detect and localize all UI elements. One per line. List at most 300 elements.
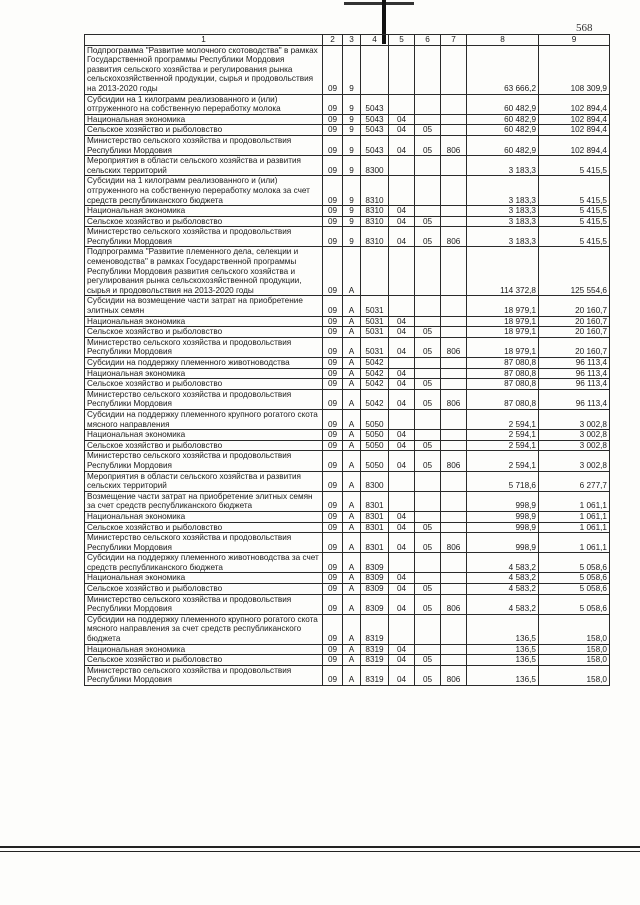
section-code-cell: 09: [323, 358, 343, 369]
target-article-cell: 8309: [361, 553, 389, 573]
subsection-code-cell: 9: [343, 114, 361, 125]
table-row: [85, 430, 610, 441]
column-header: 9: [539, 35, 610, 46]
amount-2014-cell: 18 979,1: [467, 327, 539, 338]
expense-type-cell: [441, 247, 467, 296]
amount-2014-cell: 60 482,9: [467, 125, 539, 136]
division-cell: [389, 176, 415, 206]
subdivision-cell: [415, 316, 441, 327]
amount-2015-cell: 125 554,6: [539, 247, 610, 296]
section-code-cell: 09: [323, 156, 343, 176]
amount-2014-cell: 136,5: [467, 655, 539, 666]
name-cell: Национальная экономика: [85, 114, 323, 125]
expense-type-cell: [441, 614, 467, 644]
section-code-cell: 09: [323, 389, 343, 409]
section-code-cell: 09: [323, 491, 343, 511]
amount-2015-cell: 20 160,7: [539, 327, 610, 338]
amount-2015-cell: 108 309,9: [539, 45, 610, 94]
expense-type-cell: 806: [441, 665, 467, 685]
section-code-cell: 09: [323, 216, 343, 227]
amount-2015-cell: 158,0: [539, 665, 610, 685]
column-header: 2: [323, 35, 343, 46]
table-row: [85, 584, 610, 595]
expense-type-cell: [441, 409, 467, 429]
name-cell: Министерство сельского хозяйства и продовольствия Республики Мордовия: [85, 533, 323, 553]
amount-2015-cell: 1 061,1: [539, 522, 610, 533]
section-code-cell: 09: [323, 584, 343, 595]
subsection-code-cell: 9: [343, 45, 361, 94]
column-header: 5: [389, 35, 415, 46]
amount-2014-cell: 4 583,2: [467, 573, 539, 584]
subdivision-cell: [415, 358, 441, 369]
section-code-cell: 09: [323, 296, 343, 316]
subdivision-cell: [415, 511, 441, 522]
subsection-code-cell: А: [343, 247, 361, 296]
expense-type-cell: [441, 296, 467, 316]
table-row: [85, 511, 610, 522]
column-header: 8: [467, 35, 539, 46]
subsection-code-cell: А: [343, 471, 361, 491]
target-article-cell: 8300: [361, 471, 389, 491]
target-article-cell: 5042: [361, 379, 389, 390]
table-row: [85, 337, 610, 357]
subdivision-cell: 05: [415, 379, 441, 390]
target-article-cell: 8319: [361, 655, 389, 666]
subdivision-cell: [415, 409, 441, 429]
subsection-code-cell: А: [343, 316, 361, 327]
amount-2014-cell: 2 594,1: [467, 430, 539, 441]
expense-type-cell: [441, 114, 467, 125]
division-cell: [389, 94, 415, 114]
amount-2014-cell: 87 080,8: [467, 368, 539, 379]
subdivision-cell: [415, 176, 441, 206]
section-code-cell: 09: [323, 430, 343, 441]
amount-2015-cell: 5 415,5: [539, 216, 610, 227]
amount-2014-cell: 5 718,6: [467, 471, 539, 491]
division-cell: 04: [389, 451, 415, 471]
division-cell: [389, 45, 415, 94]
subdivision-cell: 05: [415, 533, 441, 553]
subdivision-cell: [415, 491, 441, 511]
section-code-cell: 09: [323, 135, 343, 155]
name-cell: Национальная экономика: [85, 206, 323, 217]
table-row: [85, 451, 610, 471]
amount-2014-cell: 18 979,1: [467, 337, 539, 357]
division-cell: 04: [389, 522, 415, 533]
subsection-code-cell: А: [343, 389, 361, 409]
amount-2015-cell: 5 058,6: [539, 584, 610, 595]
amount-2015-cell: 20 160,7: [539, 316, 610, 327]
subdivision-cell: 05: [415, 655, 441, 666]
amount-2015-cell: 5 058,6: [539, 594, 610, 614]
subsection-code-cell: А: [343, 614, 361, 644]
name-cell: Министерство сельского хозяйства и продовольствия Республики Мордовия: [85, 389, 323, 409]
subdivision-cell: [415, 430, 441, 441]
table-row: [85, 379, 610, 390]
table-row: [85, 594, 610, 614]
subdivision-cell: 05: [415, 327, 441, 338]
name-cell: Министерство сельского хозяйства и продовольствия Республики Мордовия: [85, 337, 323, 357]
table-row: [85, 522, 610, 533]
amount-2015-cell: 1 061,1: [539, 491, 610, 511]
subsection-code-cell: А: [343, 655, 361, 666]
division-cell: [389, 409, 415, 429]
amount-2015-cell: 5 415,5: [539, 176, 610, 206]
subsection-code-cell: 9: [343, 94, 361, 114]
target-article-cell: 5050: [361, 440, 389, 451]
target-article-cell: 8319: [361, 665, 389, 685]
name-cell: Субсидии на поддержку племенного крупного рогатого скота мясного направления за счет средств республиканского бюджета: [85, 614, 323, 644]
name-cell: Субсидии на возмещение части затрат на приобретение элитных семян: [85, 296, 323, 316]
division-cell: 04: [389, 644, 415, 655]
table-row: [85, 135, 610, 155]
amount-2014-cell: 87 080,8: [467, 358, 539, 369]
subdivision-cell: [415, 614, 441, 644]
table-row: [85, 389, 610, 409]
amount-2014-cell: 2 594,1: [467, 409, 539, 429]
target-article-cell: 8319: [361, 644, 389, 655]
amount-2015-cell: 102 894,4: [539, 125, 610, 136]
expense-type-cell: [441, 553, 467, 573]
target-article-cell: 5042: [361, 389, 389, 409]
section-code-cell: 09: [323, 176, 343, 206]
amount-2014-cell: 2 594,1: [467, 440, 539, 451]
subsection-code-cell: А: [343, 409, 361, 429]
table-row: [85, 114, 610, 125]
section-code-cell: 09: [323, 368, 343, 379]
expense-type-cell: [441, 45, 467, 94]
table-row: [85, 491, 610, 511]
amount-2014-cell: 2 594,1: [467, 451, 539, 471]
division-cell: [389, 156, 415, 176]
amount-2014-cell: 3 183,3: [467, 206, 539, 217]
subsection-code-cell: 9: [343, 125, 361, 136]
section-code-cell: 09: [323, 522, 343, 533]
expense-type-cell: [441, 125, 467, 136]
subdivision-cell: 05: [415, 584, 441, 595]
amount-2014-cell: 63 666,2: [467, 45, 539, 94]
amount-2015-cell: 3 002,8: [539, 451, 610, 471]
subsection-code-cell: А: [343, 451, 361, 471]
expense-type-cell: 806: [441, 533, 467, 553]
table-row: [85, 368, 610, 379]
name-cell: Сельское хозяйство и рыболовство: [85, 379, 323, 390]
name-cell: Сельское хозяйство и рыболовство: [85, 216, 323, 227]
amount-2015-cell: 96 113,4: [539, 389, 610, 409]
expense-type-cell: [441, 430, 467, 441]
expense-type-cell: [441, 379, 467, 390]
subdivision-cell: 05: [415, 665, 441, 685]
target-article-cell: [361, 45, 389, 94]
subsection-code-cell: А: [343, 594, 361, 614]
amount-2015-cell: 5 058,6: [539, 553, 610, 573]
amount-2015-cell: 158,0: [539, 614, 610, 644]
division-cell: 04: [389, 430, 415, 441]
expense-type-cell: [441, 471, 467, 491]
table-row: [85, 471, 610, 491]
page-number: 568: [576, 22, 593, 34]
division-cell: 04: [389, 533, 415, 553]
expense-type-cell: [441, 440, 467, 451]
expense-type-cell: [441, 358, 467, 369]
subdivision-cell: [415, 247, 441, 296]
section-code-cell: 09: [323, 451, 343, 471]
name-cell: Национальная экономика: [85, 430, 323, 441]
subdivision-cell: 05: [415, 227, 441, 247]
division-cell: 04: [389, 206, 415, 217]
table-row: [85, 409, 610, 429]
section-code-cell: 09: [323, 316, 343, 327]
name-cell: Субсидии на поддержку племенного животноводства за счет средств республиканского бюджета: [85, 553, 323, 573]
target-article-cell: 5042: [361, 368, 389, 379]
amount-2015-cell: 5 415,5: [539, 156, 610, 176]
target-article-cell: 5042: [361, 358, 389, 369]
amount-2015-cell: 96 113,4: [539, 379, 610, 390]
subsection-code-cell: А: [343, 584, 361, 595]
amount-2014-cell: 18 979,1: [467, 296, 539, 316]
subdivision-cell: [415, 45, 441, 94]
subdivision-cell: [415, 471, 441, 491]
name-cell: Министерство сельского хозяйства и продовольствия Республики Мордовия: [85, 135, 323, 155]
subdivision-cell: 05: [415, 135, 441, 155]
division-cell: 04: [389, 584, 415, 595]
amount-2015-cell: 1 061,1: [539, 511, 610, 522]
subsection-code-cell: 9: [343, 156, 361, 176]
amount-2014-cell: 4 583,2: [467, 584, 539, 595]
target-article-cell: 8301: [361, 511, 389, 522]
table-row: [85, 644, 610, 655]
subsection-code-cell: А: [343, 327, 361, 338]
division-cell: [389, 247, 415, 296]
name-cell: Сельское хозяйство и рыболовство: [85, 584, 323, 595]
expense-type-cell: [441, 584, 467, 595]
subsection-code-cell: А: [343, 379, 361, 390]
column-header: 3: [343, 35, 361, 46]
subdivision-cell: [415, 94, 441, 114]
expense-type-cell: [441, 573, 467, 584]
subsection-code-cell: А: [343, 491, 361, 511]
section-code-cell: 09: [323, 409, 343, 429]
amount-2015-cell: 158,0: [539, 655, 610, 666]
section-code-cell: 09: [323, 247, 343, 296]
subdivision-cell: [415, 573, 441, 584]
subdivision-cell: [415, 296, 441, 316]
amount-2014-cell: 998,9: [467, 533, 539, 553]
amount-2014-cell: 87 080,8: [467, 389, 539, 409]
name-cell: Мероприятия в области сельского хозяйства и развития сельских территорий: [85, 156, 323, 176]
column-number-row: [85, 35, 610, 46]
name-cell: Сельское хозяйство и рыболовство: [85, 655, 323, 666]
subsection-code-cell: 9: [343, 206, 361, 217]
division-cell: 04: [389, 511, 415, 522]
table-row: [85, 45, 610, 94]
section-code-cell: 09: [323, 665, 343, 685]
expense-type-cell: [441, 94, 467, 114]
expense-type-cell: [441, 511, 467, 522]
amount-2015-cell: 3 002,8: [539, 409, 610, 429]
name-cell: Субсидии на 1 килограмм реализованного и (или) отгруженного на собственную переработку молока за счет средств республиканского бюджета: [85, 176, 323, 206]
amount-2014-cell: 60 482,9: [467, 114, 539, 125]
amount-2014-cell: 998,9: [467, 522, 539, 533]
subdivision-cell: 05: [415, 440, 441, 451]
section-code-cell: 09: [323, 94, 343, 114]
section-code-cell: 09: [323, 327, 343, 338]
section-code-cell: 09: [323, 440, 343, 451]
name-cell: Национальная экономика: [85, 368, 323, 379]
target-article-cell: 5050: [361, 451, 389, 471]
amount-2014-cell: 3 183,3: [467, 176, 539, 206]
amount-2014-cell: 60 482,9: [467, 94, 539, 114]
table-row: [85, 614, 610, 644]
table-row: [85, 125, 610, 136]
amount-2015-cell: 158,0: [539, 644, 610, 655]
expense-type-cell: 806: [441, 227, 467, 247]
amount-2014-cell: 3 183,3: [467, 227, 539, 247]
amount-2014-cell: 60 482,9: [467, 135, 539, 155]
subdivision-cell: 05: [415, 389, 441, 409]
section-code-cell: 09: [323, 655, 343, 666]
binder-tick: [344, 2, 414, 5]
name-cell: Национальная экономика: [85, 644, 323, 655]
name-cell: Сельское хозяйство и рыболовство: [85, 440, 323, 451]
expense-type-cell: [441, 491, 467, 511]
section-code-cell: 09: [323, 337, 343, 357]
name-cell: Министерство сельского хозяйства и продовольствия Республики Мордовия: [85, 227, 323, 247]
subsection-code-cell: А: [343, 296, 361, 316]
section-code-cell: 09: [323, 45, 343, 94]
table-row: [85, 227, 610, 247]
amount-2015-cell: 5 415,5: [539, 227, 610, 247]
table-row: [85, 440, 610, 451]
footer-rule: [0, 851, 640, 852]
subsection-code-cell: А: [343, 573, 361, 584]
target-article-cell: 5043: [361, 94, 389, 114]
section-code-cell: 09: [323, 644, 343, 655]
target-article-cell: 8309: [361, 573, 389, 584]
subdivision-cell: 05: [415, 337, 441, 357]
amount-2015-cell: 3 002,8: [539, 440, 610, 451]
section-code-cell: 09: [323, 553, 343, 573]
section-code-cell: 09: [323, 511, 343, 522]
division-cell: [389, 471, 415, 491]
target-article-cell: 5043: [361, 125, 389, 136]
section-code-cell: 09: [323, 471, 343, 491]
target-article-cell: 5031: [361, 327, 389, 338]
subdivision-cell: [415, 368, 441, 379]
section-code-cell: 09: [323, 114, 343, 125]
subdivision-cell: [415, 644, 441, 655]
table-row: [85, 665, 610, 685]
section-code-cell: 09: [323, 533, 343, 553]
name-cell: Субсидии на 1 килограмм реализованного и (или) отгруженного на собственную переработку молока: [85, 94, 323, 114]
division-cell: 04: [389, 337, 415, 357]
amount-2014-cell: 136,5: [467, 644, 539, 655]
amount-2015-cell: 102 894,4: [539, 135, 610, 155]
subsection-code-cell: 9: [343, 227, 361, 247]
division-cell: [389, 296, 415, 316]
expense-type-cell: [441, 216, 467, 227]
target-article-cell: 8309: [361, 594, 389, 614]
budget-table: [84, 34, 610, 686]
division-cell: 04: [389, 594, 415, 614]
amount-2015-cell: 96 113,4: [539, 368, 610, 379]
target-article-cell: 8301: [361, 533, 389, 553]
expense-type-cell: 806: [441, 389, 467, 409]
subdivision-cell: [415, 553, 441, 573]
name-cell: Национальная экономика: [85, 511, 323, 522]
division-cell: 04: [389, 379, 415, 390]
section-code-cell: 09: [323, 227, 343, 247]
subsection-code-cell: 9: [343, 216, 361, 227]
division-cell: 04: [389, 125, 415, 136]
subsection-code-cell: А: [343, 368, 361, 379]
subsection-code-cell: 9: [343, 176, 361, 206]
amount-2015-cell: 3 002,8: [539, 430, 610, 441]
table-row: [85, 176, 610, 206]
amount-2015-cell: 96 113,4: [539, 358, 610, 369]
division-cell: [389, 358, 415, 369]
subdivision-cell: 05: [415, 125, 441, 136]
section-code-cell: 09: [323, 594, 343, 614]
subsection-code-cell: А: [343, 553, 361, 573]
amount-2014-cell: 998,9: [467, 511, 539, 522]
name-cell: Сельское хозяйство и рыболовство: [85, 125, 323, 136]
division-cell: 04: [389, 227, 415, 247]
expense-type-cell: 806: [441, 594, 467, 614]
name-cell: Национальная экономика: [85, 573, 323, 584]
target-article-cell: 5050: [361, 409, 389, 429]
subdivision-cell: [415, 156, 441, 176]
name-cell: Мероприятия в области сельского хозяйства и развития сельских территорий: [85, 471, 323, 491]
table-row: [85, 358, 610, 369]
subsection-code-cell: А: [343, 644, 361, 655]
expense-type-cell: [441, 655, 467, 666]
subdivision-cell: 05: [415, 594, 441, 614]
expense-type-cell: [441, 156, 467, 176]
table-row: [85, 655, 610, 666]
division-cell: [389, 614, 415, 644]
target-article-cell: 8310: [361, 227, 389, 247]
amount-2015-cell: 5 415,5: [539, 206, 610, 217]
target-article-cell: 8319: [361, 614, 389, 644]
subsection-code-cell: А: [343, 430, 361, 441]
target-article-cell: 5031: [361, 296, 389, 316]
table-row: [85, 573, 610, 584]
target-article-cell: 8310: [361, 206, 389, 217]
target-article-cell: 5043: [361, 135, 389, 155]
table-row: [85, 533, 610, 553]
subdivision-cell: [415, 114, 441, 125]
expense-type-cell: [441, 644, 467, 655]
amount-2014-cell: 3 183,3: [467, 216, 539, 227]
amount-2014-cell: 4 583,2: [467, 594, 539, 614]
column-header: 1: [85, 35, 323, 46]
subsection-code-cell: А: [343, 511, 361, 522]
division-cell: 04: [389, 216, 415, 227]
division-cell: 04: [389, 135, 415, 155]
amount-2014-cell: 18 979,1: [467, 316, 539, 327]
division-cell: 04: [389, 114, 415, 125]
target-article-cell: 8310: [361, 216, 389, 227]
table-row: [85, 327, 610, 338]
amount-2014-cell: 114 372,8: [467, 247, 539, 296]
target-article-cell: 5031: [361, 337, 389, 357]
column-header: 6: [415, 35, 441, 46]
target-article-cell: 8310: [361, 176, 389, 206]
name-cell: Сельское хозяйство и рыболовство: [85, 522, 323, 533]
division-cell: [389, 553, 415, 573]
table-row: [85, 553, 610, 573]
